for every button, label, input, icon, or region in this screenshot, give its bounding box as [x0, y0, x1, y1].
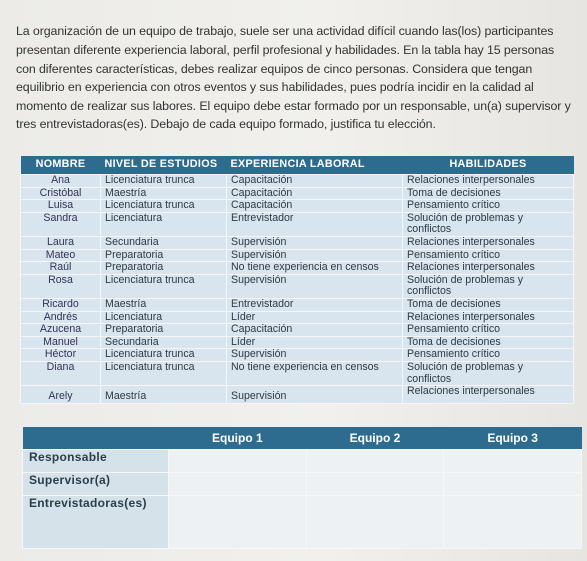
cell-experiencia: Líder — [227, 311, 403, 324]
cell-experiencia: No tiene experiencia en censos — [227, 262, 403, 275]
cell-nombre: Andrés — [21, 311, 101, 324]
cell-experiencia: Capacitación — [227, 200, 403, 213]
cell-nombre: Manuel — [21, 336, 101, 349]
cell-experiencia: Supervisión — [227, 349, 403, 362]
cell-nombre: Héctor — [21, 349, 101, 362]
cell-experiencia: Capacitación — [227, 187, 403, 200]
table-row — [21, 386, 574, 404]
table-row — [21, 249, 574, 262]
cell-nombre: Rosa — [21, 274, 101, 298]
cell-experiencia: Supervisión — [227, 249, 403, 262]
header-equipo-3: Equipo 3 — [444, 427, 582, 450]
table-row — [21, 187, 574, 200]
table-row — [21, 336, 574, 349]
cell-nivel: Preparatoria — [101, 249, 227, 262]
cell-nivel: Preparatoria — [101, 324, 227, 337]
table-row — [21, 175, 574, 188]
cell-nombre: Ana — [21, 175, 101, 188]
cell-experiencia: Supervisión — [227, 386, 403, 404]
role-label-supervisor: Supervisor(a) — [23, 473, 169, 496]
header-habilidades: HABILIDADES — [403, 156, 574, 175]
cell-habilidades: Pensamiento crítico — [403, 200, 574, 213]
team3-entrevistadores-cell[interactable] — [444, 496, 582, 549]
cell-nombre: Raúl — [21, 262, 101, 275]
people-table — [20, 156, 574, 404]
team3-responsable-cell[interactable] — [444, 450, 582, 473]
cell-nivel: Licenciatura trunca — [101, 175, 227, 188]
cell-nivel: Licenciatura trunca — [101, 274, 227, 298]
cell-habilidades: Solución de problemas y conflictos — [403, 361, 574, 385]
table-row — [21, 212, 574, 236]
cell-nombre: Ricardo — [21, 298, 101, 311]
team1-responsable-cell[interactable] — [169, 450, 307, 473]
team2-responsable-cell[interactable] — [306, 450, 444, 473]
team2-supervisor-cell[interactable] — [306, 473, 444, 496]
cell-nivel: Licenciatura trunca — [101, 361, 227, 385]
cell-experiencia: No tiene experiencia en censos — [227, 361, 403, 385]
cell-nombre: Cristóbal — [21, 187, 101, 200]
cell-habilidades: Toma de decisiones — [403, 187, 574, 200]
instructions-paragraph: La organización de un equipo de trabajo, suele ser una actividad difícil cuando las(los) participantes presentan diferente experiencia laboral, perfil profesional y habilidades. En la tabla hay 15 personas con diferentes características, debes realizar equipos de cinco personas. Considera que tengan equilibrio en experiencia con otros eventos y sus habilidades, pues podría incidir en la calidad al momento de realizar sus labores. El equipo debe estar formado por un responsable, un(a) supervisor y tres entrevistadoras(es). Debajo de cada equipo formado, justifica tu elección. — [16, 24, 571, 132]
people-table-header — [21, 156, 574, 175]
team3-supervisor-cell[interactable] — [444, 473, 582, 496]
cell-nivel: Secundaria — [101, 236, 227, 249]
cell-habilidades: Relaciones interpersonales — [403, 236, 574, 249]
cell-experiencia: Entrevistador — [227, 212, 403, 236]
header-blank — [23, 427, 169, 450]
header-nivel: NIVEL DE ESTUDIOS — [101, 156, 227, 175]
cell-habilidades: Relaciones interpersonales — [403, 262, 574, 275]
table-row — [21, 324, 574, 337]
cell-habilidades: Pensamiento crítico — [403, 349, 574, 362]
cell-habilidades: Relaciones interpersonales — [403, 311, 574, 324]
cell-experiencia: Entrevistador — [227, 298, 403, 311]
header-equipo-2: Equipo 2 — [306, 427, 444, 450]
cell-nivel: Secundaria — [101, 336, 227, 349]
table-row — [21, 236, 574, 249]
cell-habilidades: Pensamiento crítico — [403, 324, 574, 337]
team1-entrevistadores-cell[interactable] — [169, 496, 307, 549]
table-row — [21, 349, 574, 362]
role-label-responsable: Responsable — [23, 450, 169, 473]
team2-entrevistadores-cell[interactable] — [306, 496, 444, 549]
cell-habilidades: Toma de decisiones — [403, 298, 574, 311]
cell-habilidades: Solución de problemas y conflictos — [403, 212, 574, 236]
cell-nombre: Diana — [21, 361, 101, 385]
team-row-supervisor — [23, 473, 582, 496]
cell-nombre: Laura — [21, 236, 101, 249]
cell-experiencia: Capacitación — [227, 175, 403, 188]
cell-nivel: Maestría — [101, 187, 227, 200]
cell-habilidades: Relaciones interpersonales — [403, 386, 574, 404]
cell-experiencia: Capacitación — [227, 324, 403, 337]
table-row — [21, 200, 574, 213]
teams-table-header — [23, 427, 582, 450]
cell-nivel: Licenciatura — [101, 212, 227, 236]
header-experiencia: EXPERIENCIA LABORAL — [227, 156, 403, 175]
table-row — [21, 361, 574, 385]
cell-nombre: Luisa — [21, 200, 101, 213]
team-row-responsable — [23, 450, 582, 473]
table-row — [21, 274, 574, 298]
cell-habilidades: Solución de problemas y conflictos — [403, 274, 574, 298]
cell-nivel: Licenciatura trunca — [101, 349, 227, 362]
cell-experiencia: Líder — [227, 336, 403, 349]
header-equipo-1: Equipo 1 — [169, 427, 307, 450]
role-label-entrevistadores: Entrevistadoras(es) — [23, 496, 169, 549]
cell-experiencia: Supervisión — [227, 236, 403, 249]
cell-nivel: Licenciatura trunca — [101, 200, 227, 213]
table-row — [21, 262, 574, 275]
cell-nombre: Azucena — [21, 324, 101, 337]
team1-supervisor-cell[interactable] — [169, 473, 307, 496]
header-nombre: NOMBRE — [21, 156, 101, 175]
table-row — [21, 311, 574, 324]
cell-nivel: Maestría — [101, 386, 227, 404]
cell-nivel: Preparatoria — [101, 262, 227, 275]
cell-nivel: Maestría — [101, 298, 227, 311]
cell-habilidades: Pensamiento crítico — [403, 249, 574, 262]
cell-habilidades: Relaciones interpersonales — [403, 175, 574, 188]
cell-experiencia: Supervisión — [227, 274, 403, 298]
cell-nombre: Sandra — [21, 212, 101, 236]
cell-habilidades: Toma de decisiones — [403, 336, 574, 349]
table-row — [21, 298, 574, 311]
teams-table — [22, 427, 582, 549]
cell-nivel: Licenciatura — [101, 311, 227, 324]
cell-nombre: Mateo — [21, 249, 101, 262]
team-row-entrevistadores — [23, 496, 582, 549]
cell-nombre: Arely — [21, 386, 101, 404]
